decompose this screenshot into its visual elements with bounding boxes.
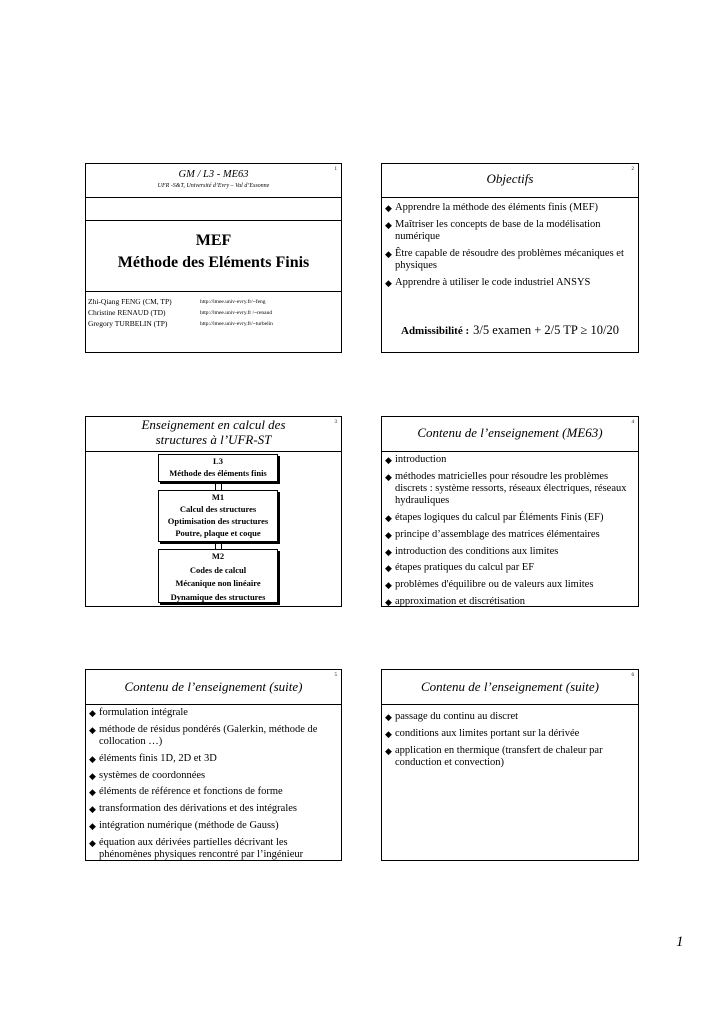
box-heading: L3 [213,456,223,466]
divider [382,197,638,198]
bullet-list [385,711,634,774]
divider [382,704,638,705]
list-item: ◆ systèmes de coordonnées [89,769,206,781]
person-row [88,319,339,330]
list-item: ◆ équation aux dérivées partielles décrivant les phénomènes physiques rencontré par l’ingénieur [89,836,304,860]
list-item: ◆ éléments finis 1D, 2D et 3D [89,752,217,764]
diamond-bullet-icon: ◆ [385,219,392,230]
slide-2 [381,163,639,353]
slide-6 [381,669,639,861]
list-item: ◆ Être capable de résoudre des problèmes mécaniques et physiques [385,247,624,271]
diamond-bullet-icon: ◆ [385,248,392,259]
diamond-bullet-icon: ◆ [89,820,96,831]
slide-title: Contenu de l’enseignement (ME63) [417,425,603,440]
diamond-bullet-icon: ◆ [89,724,96,735]
box-line: Calcul des structures [179,504,257,514]
diamond-bullet-icon: ◆ [89,753,96,764]
diamond-bullet-icon: ◆ [385,529,392,540]
person-name: Christine RENAUD (TD) [88,308,166,317]
slide-title: structures à l’UFR-ST [155,432,272,447]
person-url[interactable]: http://lmee.univ-evry.fr/~turbelin [200,321,273,327]
list-item: ◆ passage du continu au discret [385,711,519,722]
list-item: ◆ Apprendre la méthode des éléments finis (MEF) [385,202,598,213]
course-code: GM / L3 - ME63 [178,169,249,180]
list-item: ◆ étapes logiques du calcul par Éléments Finis (EF) [385,512,604,523]
list-item: ◆ étapes pratiques du calcul par EF [385,562,535,574]
diamond-bullet-icon: ◆ [385,546,392,557]
slide-title: MEF [195,232,232,249]
list-item: ◆ méthode de résidus pondérés (Galerkin, méthode de collocation …) [89,723,318,747]
divider [86,291,341,292]
diamond-bullet-icon: ◆ [385,596,392,607]
box-line: Codes de calcul [189,564,247,575]
list-item: ◆ principe d’assemblage des matrices élémentaires [385,528,600,540]
people-list [88,297,339,330]
diamond-bullet-icon: ◆ [89,837,96,848]
list-item: ◆ application en thermique (transfert de chaleur par conduction et convection) [385,744,603,768]
slide-number: 2 [631,167,634,172]
university-name: UFR -S&T, Université d’Evry – Val d’Essonne [157,183,270,189]
diamond-bullet-icon: ◆ [89,708,96,718]
diamond-bullet-icon: ◆ [89,804,96,815]
slide-title: Contenu de l’enseignement (suite) [421,679,599,694]
divider [86,704,341,705]
person-row [88,308,339,319]
divider [86,451,341,452]
person-url[interactable]: http://lmee.univ-evry.fr/~feng [200,299,266,305]
diamond-bullet-icon: ◆ [385,455,392,465]
page-number: 1 [676,934,684,950]
list-item: ◆ formulation intégrale [89,707,188,718]
bullet-list [385,454,634,613]
slide-5 [85,669,342,861]
diamond-bullet-icon: ◆ [385,712,392,722]
divider [382,451,638,452]
list-item: ◆ conditions aux limites portant sur la dérivée [385,727,580,739]
list-item: ◆ problèmes d'équilibre ou de valeurs aux limites [385,579,594,591]
slide-number: 5 [334,673,337,678]
box-heading: M2 [211,551,225,561]
slide-number: 4 [631,420,634,425]
admissibility [382,321,638,339]
list-item: ◆ approximation et discrétisation [385,595,526,607]
slide-number: 6 [631,673,634,678]
l3-box [158,454,278,482]
list-item: ◆ transformation des dérivations et des intégrales [89,803,297,815]
box-heading: M1 [211,492,225,502]
bullet-list [385,202,634,294]
slide-title: Méthode des Eléments Finis [117,254,310,271]
list-item: ◆ Maîtriser les concepts de base de la modélisation numérique [385,218,601,242]
admissibility-label: Admissibilité : [401,325,470,337]
slide-3 [85,416,342,607]
box-line: Méthode des éléments finis [169,468,267,478]
slide-number: 3 [334,420,337,425]
diamond-bullet-icon: ◆ [385,471,392,482]
person-url[interactable]: http://lmee.univ-evry.fr /~renaud [200,310,273,316]
person-name: Gregory TURBELIN (TP) [88,319,168,328]
box-line: Mécanique non linéaire [175,578,261,588]
box-line: Dynamique des structures [170,591,266,602]
diamond-bullet-icon: ◆ [385,745,392,756]
diamond-bullet-icon: ◆ [385,580,392,591]
slide-title: Contenu de l’enseignement (suite) [124,679,303,694]
list-item: ◆ éléments de référence et fonctions de forme [89,786,283,798]
slide-title: Enseignement en calcul des [141,417,286,432]
person-row [88,297,339,308]
slide-title: Objectifs [486,171,534,186]
admissibility-value: 3/5 examen + 2/5 TP ≥ 10/20 [473,323,619,337]
diamond-bullet-icon: ◆ [385,277,392,288]
person-name: Zhi-Qiang FENG (CM, TP) [88,297,172,306]
list-item: ◆ intégration numérique (méthode de Gauss) [89,819,279,831]
divider [86,197,341,198]
diamond-bullet-icon: ◆ [385,563,392,574]
diamond-bullet-icon: ◆ [385,203,392,213]
box-line: Optimisation des structures [167,516,269,526]
m1-box [158,490,278,542]
diamond-bullet-icon: ◆ [89,787,96,798]
diamond-bullet-icon: ◆ [89,770,96,781]
divider [86,220,341,221]
diamond-bullet-icon: ◆ [385,728,392,739]
list-item: ◆ méthodes matricielles pour résoudre les problèmes discrets : système ressorts, réseaux électriques, réseaux hydrauliques [385,470,627,507]
slide-4 [381,416,639,607]
m2-box [158,549,278,603]
box-line: Poutre, plaque et coque [175,528,261,538]
diamond-bullet-icon: ◆ [385,513,392,523]
bullet-list [89,707,337,866]
slide-1 [85,163,342,353]
list-item: ◆ introduction des conditions aux limites [385,545,559,557]
list-item: ◆ Apprendre à utiliser le code industriel ANSYS [385,276,591,288]
slide-number: 1 [334,167,337,172]
list-item: ◆ introduction [385,454,447,465]
